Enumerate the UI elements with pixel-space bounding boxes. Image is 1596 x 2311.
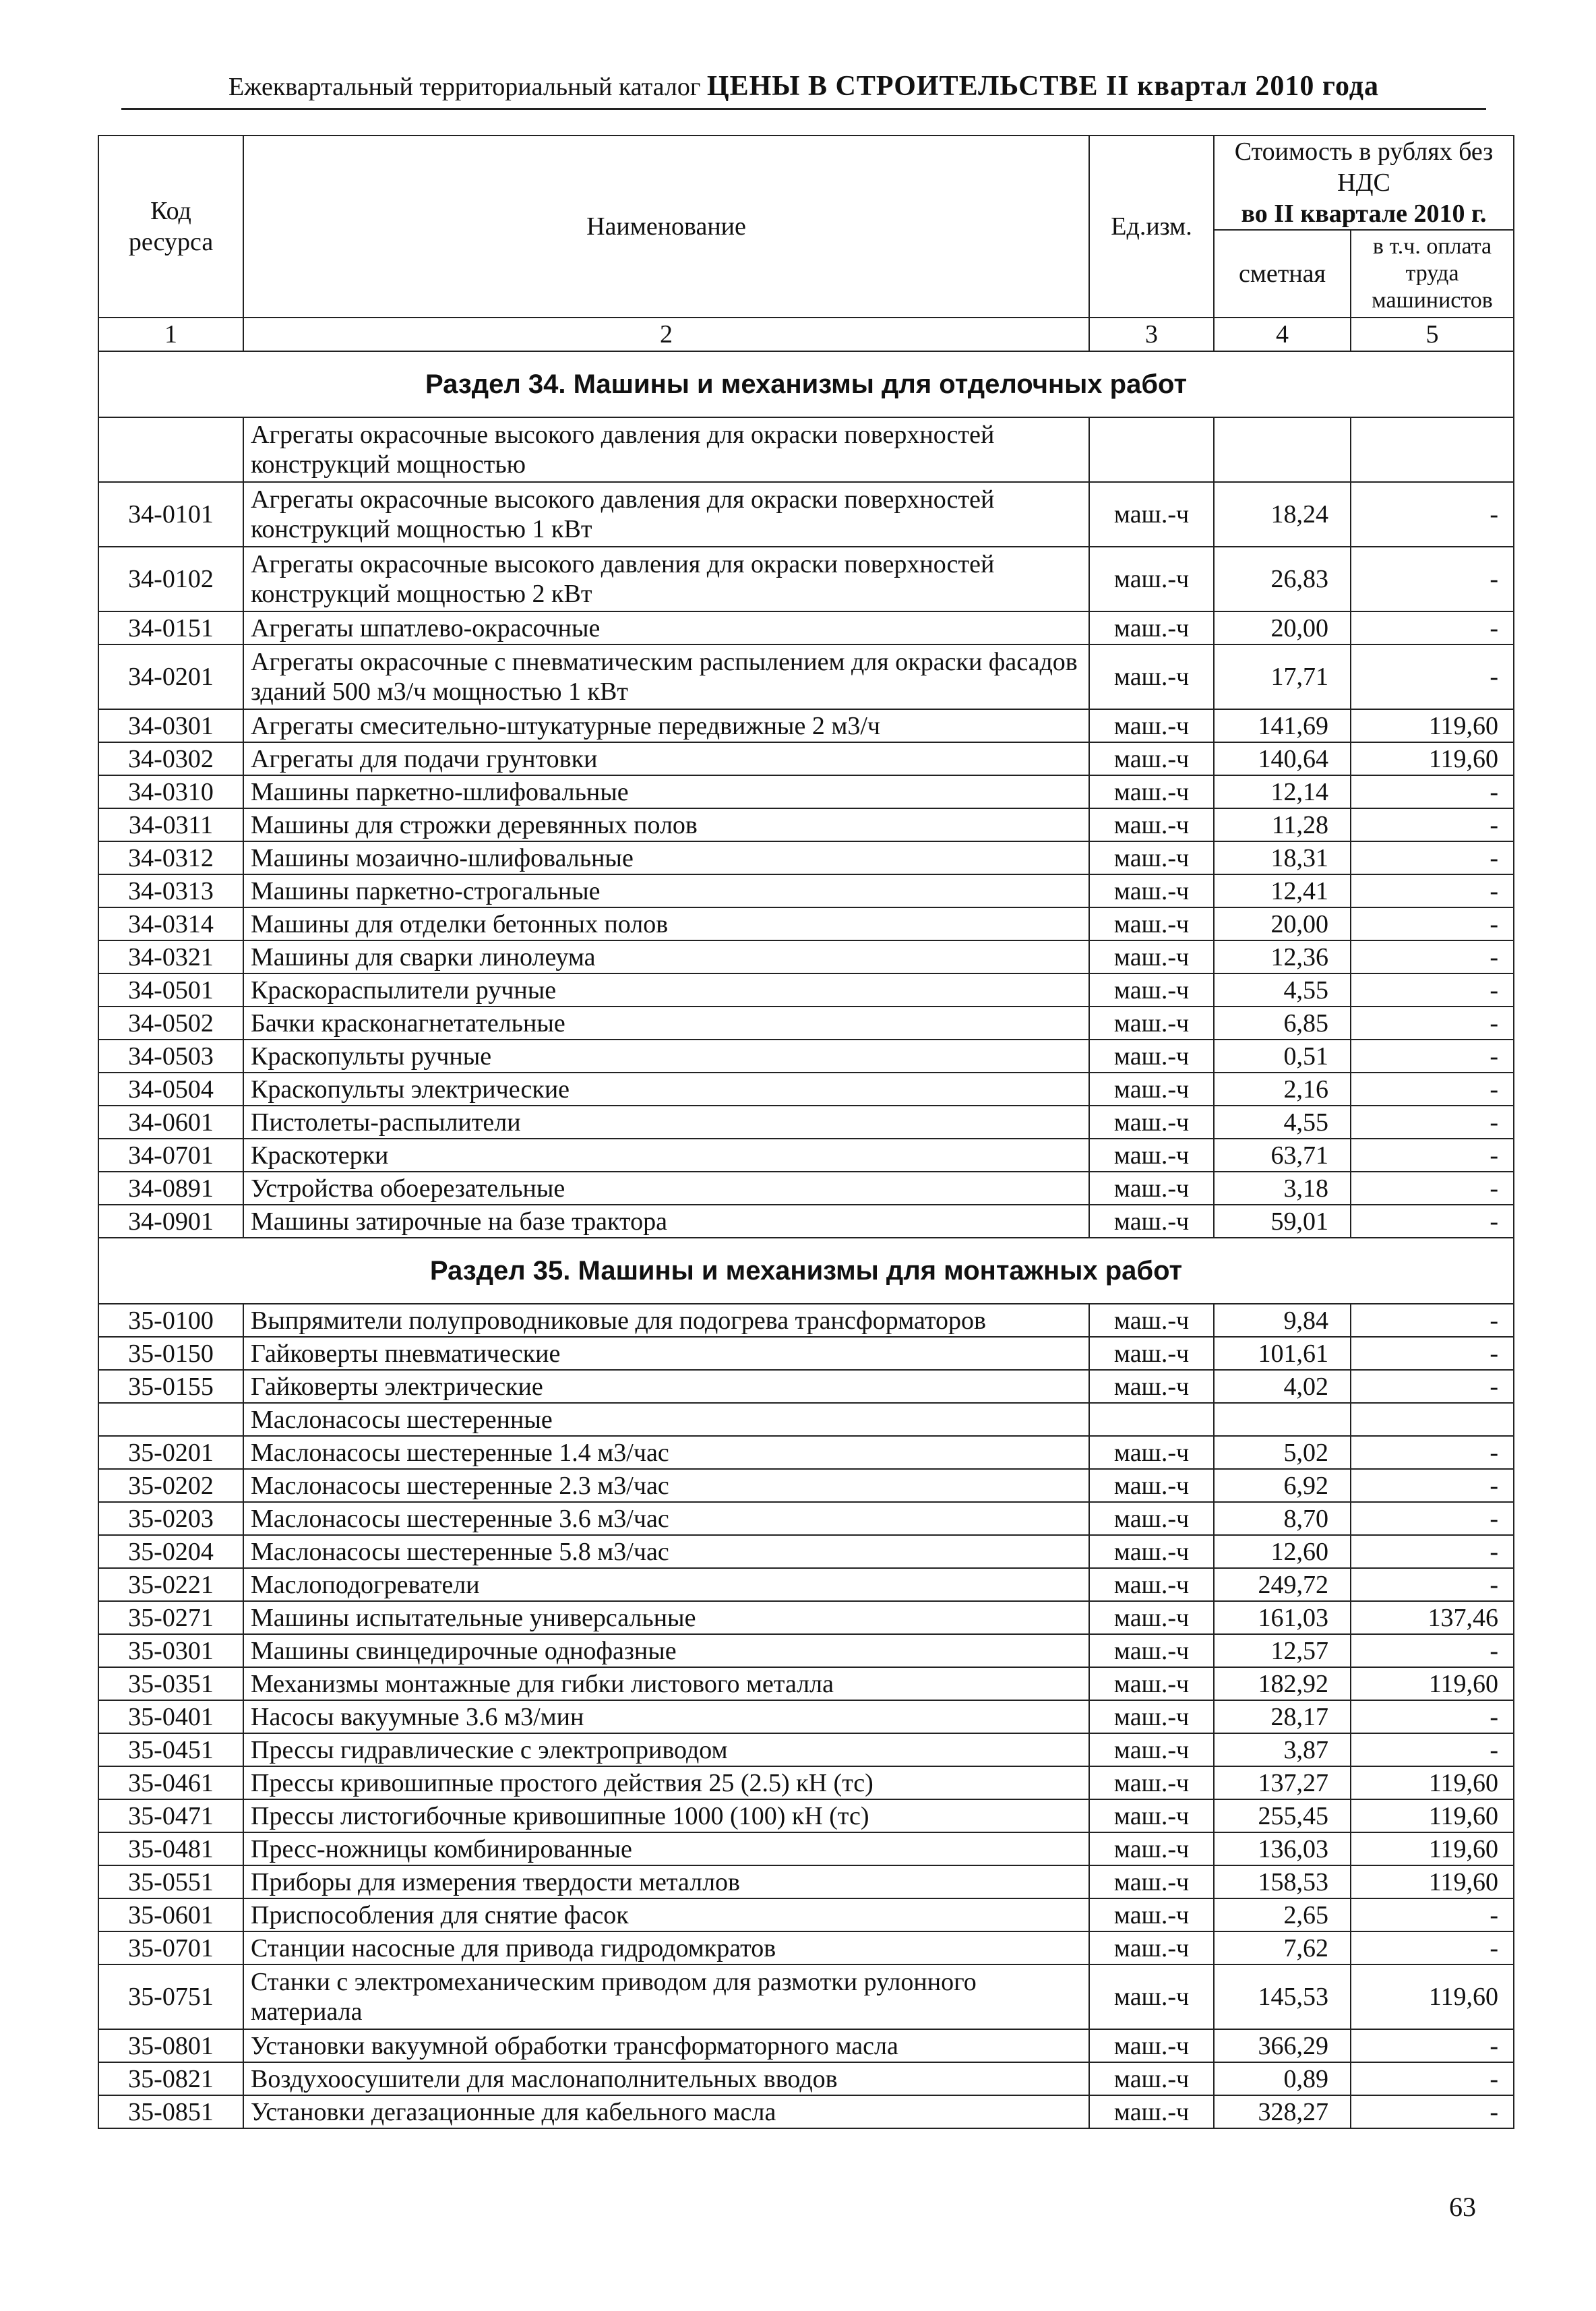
unit-of-measure: маш.-ч [1089, 874, 1214, 907]
resource-code: 35-0851 [98, 2095, 243, 2128]
table-row [98, 611, 1514, 644]
table-row [98, 547, 1514, 611]
unit-of-measure: маш.-ч [1089, 1535, 1214, 1568]
unit-of-measure: маш.-ч [1089, 1436, 1214, 1469]
operator-labor-cost: - [1351, 1568, 1514, 1601]
table-row [98, 1007, 1514, 1040]
resource-code: 34-0302 [98, 742, 243, 775]
unit-of-measure: маш.-ч [1089, 482, 1214, 547]
operator-labor-cost: - [1351, 611, 1514, 644]
operator-labor-cost [1351, 1403, 1514, 1436]
resource-name: Машины свинцедирочные однофазные [243, 1634, 1089, 1667]
table-row [98, 1898, 1514, 1931]
table-row [98, 1106, 1514, 1139]
resource-name: Машины для строжки деревянных полов [243, 808, 1089, 841]
table-row [98, 1601, 1514, 1634]
unit-of-measure: маш.-ч [1089, 808, 1214, 841]
resource-code: 35-0204 [98, 1535, 243, 1568]
table-row [98, 940, 1514, 973]
estimated-cost: 17,71 [1214, 644, 1351, 709]
operator-labor-cost: - [1351, 1535, 1514, 1568]
resource-code: 34-0501 [98, 973, 243, 1007]
running-header [121, 70, 1486, 110]
unit-of-measure: маш.-ч [1089, 644, 1214, 709]
unit-of-measure: маш.-ч [1089, 907, 1214, 940]
operator-labor-cost: - [1351, 1172, 1514, 1205]
catalog-title: ЦЕНЫ В СТРОИТЕЛЬСТВЕ II квартал 2010 года [706, 71, 1379, 102]
table-row [98, 1733, 1514, 1766]
unit-of-measure: маш.-ч [1089, 1568, 1214, 1601]
table-row [98, 1337, 1514, 1370]
resource-code: 35-0821 [98, 2062, 243, 2095]
resource-name: Прессы кривошипные простого действия 25 (2.5) кН (тс) [243, 1766, 1089, 1799]
unit-of-measure: маш.-ч [1089, 1502, 1214, 1535]
estimated-cost: 145,53 [1214, 1964, 1351, 2029]
resource-code: 35-0551 [98, 1865, 243, 1898]
resource-code: 35-0461 [98, 1766, 243, 1799]
operator-labor-cost: - [1351, 1436, 1514, 1469]
unit-of-measure: маш.-ч [1089, 1733, 1214, 1766]
unit-of-measure: маш.-ч [1089, 2029, 1214, 2062]
table-row [98, 1073, 1514, 1106]
section-row [98, 1238, 1514, 1304]
resource-name: Агрегаты смесительно-штукатурные передвижные 2 м3/ч [243, 709, 1089, 742]
resource-code: 35-0471 [98, 1799, 243, 1832]
operator-labor-cost: - [1351, 907, 1514, 940]
operator-labor-cost: - [1351, 1634, 1514, 1667]
unit-of-measure: маш.-ч [1089, 1304, 1214, 1337]
resource-code: 35-0701 [98, 1931, 243, 1964]
resource-code: 34-0102 [98, 547, 243, 611]
operator-labor-cost: - [1351, 874, 1514, 907]
estimated-cost: 255,45 [1214, 1799, 1351, 1832]
resource-code: 34-0301 [98, 709, 243, 742]
estimated-cost: 2,16 [1214, 1073, 1351, 1106]
unit-of-measure: маш.-ч [1089, 742, 1214, 775]
table-row [98, 1502, 1514, 1535]
resource-code: 34-0310 [98, 775, 243, 808]
table-row [98, 1040, 1514, 1073]
resource-name: Краскопульты электрические [243, 1073, 1089, 1106]
resource-name: Краскопульты ручные [243, 1040, 1089, 1073]
operator-labor-cost: 119,60 [1351, 742, 1514, 775]
estimated-cost: 7,62 [1214, 1931, 1351, 1964]
resource-code: 35-0401 [98, 1700, 243, 1733]
unit-of-measure: маш.-ч [1089, 1931, 1214, 1964]
resource-code: 34-0201 [98, 644, 243, 709]
unit-of-measure: маш.-ч [1089, 1205, 1214, 1238]
operator-labor-cost: - [1351, 841, 1514, 874]
col-number: 2 [243, 318, 1089, 351]
table-row [98, 1403, 1514, 1436]
resource-code: 34-0311 [98, 808, 243, 841]
resource-name: Выпрямители полупроводниковые для подогрева трансформаторов [243, 1304, 1089, 1337]
operator-labor-cost: - [1351, 1469, 1514, 1502]
resource-name: Прессы гидравлические с электроприводом [243, 1733, 1089, 1766]
table-row [98, 1568, 1514, 1601]
unit-of-measure: маш.-ч [1089, 1865, 1214, 1898]
table-row [98, 742, 1514, 775]
table-row [98, 1436, 1514, 1469]
estimated-cost: 63,71 [1214, 1139, 1351, 1172]
unit-of-measure: маш.-ч [1089, 940, 1214, 973]
table-row [98, 1304, 1514, 1337]
estimated-cost: 136,03 [1214, 1832, 1351, 1865]
resource-code: 34-0312 [98, 841, 243, 874]
estimated-cost: 26,83 [1214, 547, 1351, 611]
table-row [98, 1205, 1514, 1238]
resource-code: 35-0100 [98, 1304, 243, 1337]
resource-name: Станки с электромеханическим приводом для размотки рулонного материала [243, 1964, 1089, 2029]
resource-name: Устройства обоерезательные [243, 1172, 1089, 1205]
unit-of-measure: маш.-ч [1089, 1337, 1214, 1370]
resource-code: 34-0504 [98, 1073, 243, 1106]
unit-of-measure: маш.-ч [1089, 1766, 1214, 1799]
table-row [98, 644, 1514, 709]
operator-labor-cost: 119,60 [1351, 709, 1514, 742]
estimated-cost: 158,53 [1214, 1865, 1351, 1898]
estimated-cost: 137,27 [1214, 1766, 1351, 1799]
table-row [98, 2062, 1514, 2095]
resource-name: Машины затирочные на базе трактора [243, 1205, 1089, 1238]
unit-of-measure: маш.-ч [1089, 1007, 1214, 1040]
resource-code: 35-0801 [98, 2029, 243, 2062]
estimated-cost: 11,28 [1214, 808, 1351, 841]
col-estimated-header: сметная [1214, 230, 1351, 318]
resource-name: Агрегаты окрасочные с пневматическим распылением для окраски фасадов зданий 500 м3/ч мощностью 1 кВт [243, 644, 1089, 709]
table-row [98, 1766, 1514, 1799]
resource-name: Бачки красконагнетательные [243, 1007, 1089, 1040]
col-number: 5 [1351, 318, 1514, 351]
unit-of-measure: маш.-ч [1089, 611, 1214, 644]
resource-code: 34-0314 [98, 907, 243, 940]
estimated-cost: 140,64 [1214, 742, 1351, 775]
estimated-cost: 161,03 [1214, 1601, 1351, 1634]
resource-name: Агрегаты окрасочные высокого давления для окраски поверхностей конструкций мощностью 2 кВт [243, 547, 1089, 611]
unit-of-measure: маш.-ч [1089, 2095, 1214, 2128]
estimated-cost: 12,36 [1214, 940, 1351, 973]
operator-labor-cost: 119,60 [1351, 1964, 1514, 2029]
resource-code: 35-0150 [98, 1337, 243, 1370]
resource-code: 34-0901 [98, 1205, 243, 1238]
table-row [98, 1832, 1514, 1865]
resource-code: 35-0451 [98, 1733, 243, 1766]
col-name-header: Наименование [243, 136, 1089, 318]
estimated-cost [1214, 1403, 1351, 1436]
unit-of-measure: маш.-ч [1089, 1700, 1214, 1733]
col-number: 1 [98, 318, 243, 351]
table-row [98, 907, 1514, 940]
resource-code: 35-0221 [98, 1568, 243, 1601]
estimated-cost: 0,89 [1214, 2062, 1351, 2095]
resource-name: Приборы для измерения твердости металлов [243, 1865, 1089, 1898]
estimated-cost: 8,70 [1214, 1502, 1351, 1535]
estimated-cost: 0,51 [1214, 1040, 1351, 1073]
unit-of-measure: маш.-ч [1089, 547, 1214, 611]
resource-name: Пистолеты-распылители [243, 1106, 1089, 1139]
table-row [98, 1535, 1514, 1568]
estimated-cost: 4,55 [1214, 973, 1351, 1007]
unit-of-measure: маш.-ч [1089, 1073, 1214, 1106]
resource-code: 35-0155 [98, 1370, 243, 1403]
resource-name: Машины паркетно-строгальные [243, 874, 1089, 907]
operator-labor-cost: - [1351, 808, 1514, 841]
estimated-cost [1214, 417, 1351, 482]
resource-name: Пресс-ножницы комбинированные [243, 1832, 1089, 1865]
operator-labor-cost: - [1351, 973, 1514, 1007]
unit-of-measure: маш.-ч [1089, 1667, 1214, 1700]
operator-labor-cost: 119,60 [1351, 1832, 1514, 1865]
operator-labor-cost: - [1351, 644, 1514, 709]
unit-of-measure [1089, 417, 1214, 482]
resource-name: Машины для сварки линолеума [243, 940, 1089, 973]
table-row [98, 1139, 1514, 1172]
resource-name: Воздухоосушители для маслонаполнительных вводов [243, 2062, 1089, 2095]
estimated-cost: 9,84 [1214, 1304, 1351, 1337]
col-number: 3 [1089, 318, 1214, 351]
resource-name: Краскораспылители ручные [243, 973, 1089, 1007]
table-row [98, 417, 1514, 482]
estimated-cost: 182,92 [1214, 1667, 1351, 1700]
resource-name: Установки дегазационные для кабельного масла [243, 2095, 1089, 2128]
operator-labor-cost [1351, 417, 1514, 482]
resource-name: Установки вакуумной обработки трансформаторного масла [243, 2029, 1089, 2062]
operator-labor-cost: - [1351, 1304, 1514, 1337]
unit-of-measure: маш.-ч [1089, 1601, 1214, 1634]
unit-of-measure: маш.-ч [1089, 2062, 1214, 2095]
page-number: 63 [1449, 2192, 1476, 2222]
section-row [98, 351, 1514, 417]
col-number: 4 [1214, 318, 1351, 351]
table-row [98, 808, 1514, 841]
estimated-cost: 366,29 [1214, 2029, 1351, 2062]
table-row [98, 841, 1514, 874]
operator-labor-cost: 137,46 [1351, 1601, 1514, 1634]
estimated-cost: 4,02 [1214, 1370, 1351, 1403]
resource-code: 35-0351 [98, 1667, 243, 1700]
table-row [98, 482, 1514, 547]
resource-code: 34-0701 [98, 1139, 243, 1172]
operator-labor-cost: - [1351, 1898, 1514, 1931]
table-body [98, 351, 1514, 2128]
operator-labor-cost: - [1351, 1139, 1514, 1172]
col-unit-header: Ед.изм. [1089, 136, 1214, 318]
table-row [98, 1172, 1514, 1205]
section-title: Раздел 35. Машины и механизмы для монтажных работ [98, 1238, 1514, 1304]
estimated-cost: 59,01 [1214, 1205, 1351, 1238]
resource-code: 35-0271 [98, 1601, 243, 1634]
unit-of-measure: маш.-ч [1089, 1370, 1214, 1403]
resource-code: 35-0301 [98, 1634, 243, 1667]
estimated-cost: 12,60 [1214, 1535, 1351, 1568]
resource-name: Прессы листогибочные кривошипные 1000 (100) кН (тс) [243, 1799, 1089, 1832]
cost-group-label: Стоимость в рублях без НДС [1234, 138, 1494, 197]
resource-code: 35-0751 [98, 1964, 243, 2029]
estimated-cost: 6,85 [1214, 1007, 1351, 1040]
operator-labor-cost: - [1351, 1700, 1514, 1733]
resource-name: Машины мозаично-шлифовальные [243, 841, 1089, 874]
operator-labor-cost: - [1351, 940, 1514, 973]
unit-of-measure [1089, 1403, 1214, 1436]
unit-of-measure: маш.-ч [1089, 1832, 1214, 1865]
table-row [98, 1370, 1514, 1403]
estimated-cost: 3,18 [1214, 1172, 1351, 1205]
estimated-cost: 20,00 [1214, 611, 1351, 644]
table-row [98, 1799, 1514, 1832]
resource-name: Приспособления для снятие фасок [243, 1898, 1089, 1931]
estimated-cost: 4,55 [1214, 1106, 1351, 1139]
resource-name: Краскотерки [243, 1139, 1089, 1172]
operator-labor-cost: - [1351, 1931, 1514, 1964]
operator-labor-cost: - [1351, 2029, 1514, 2062]
operator-labor-cost: - [1351, 1370, 1514, 1403]
catalog-prefix: Ежеквартальный территориальный каталог [228, 73, 701, 101]
unit-of-measure: маш.-ч [1089, 1799, 1214, 1832]
unit-of-measure: маш.-ч [1089, 973, 1214, 1007]
table-row [98, 1931, 1514, 1964]
table-row [98, 1964, 1514, 2029]
unit-of-measure: маш.-ч [1089, 775, 1214, 808]
table-row [98, 1469, 1514, 1502]
operator-labor-cost: - [1351, 482, 1514, 547]
unit-of-measure: маш.-ч [1089, 1898, 1214, 1931]
estimated-cost: 20,00 [1214, 907, 1351, 940]
table-row [98, 973, 1514, 1007]
resource-code: 34-0313 [98, 874, 243, 907]
table-row [98, 2095, 1514, 2128]
table-row [98, 1667, 1514, 1700]
unit-of-measure: маш.-ч [1089, 1172, 1214, 1205]
unit-of-measure: маш.-ч [1089, 1634, 1214, 1667]
table-row [98, 874, 1514, 907]
col-cost-group-header [1214, 136, 1514, 230]
resource-name: Гайковерты электрические [243, 1370, 1089, 1403]
table-row [98, 1700, 1514, 1733]
col-code-header: Код ресурса [98, 136, 243, 318]
resource-name: Маслонасосы шестеренные [243, 1403, 1089, 1436]
column-numbers-row [98, 318, 1514, 351]
unit-of-measure: маш.-ч [1089, 1106, 1214, 1139]
resource-name: Насосы вакуумные 3.6 м3/мин [243, 1700, 1089, 1733]
operator-labor-cost: 119,60 [1351, 1766, 1514, 1799]
resource-code: 34-0151 [98, 611, 243, 644]
operator-labor-cost: 119,60 [1351, 1865, 1514, 1898]
operator-labor-cost: - [1351, 1205, 1514, 1238]
resource-code [98, 1403, 243, 1436]
table-row [98, 1634, 1514, 1667]
unit-of-measure: маш.-ч [1089, 1040, 1214, 1073]
estimated-cost: 5,02 [1214, 1436, 1351, 1469]
operator-labor-cost: - [1351, 1337, 1514, 1370]
resource-name: Маслонасосы шестеренные 5.8 м3/час [243, 1535, 1089, 1568]
operator-labor-cost: - [1351, 547, 1514, 611]
operator-labor-cost: - [1351, 2062, 1514, 2095]
resource-name: Агрегаты для подачи грунтовки [243, 742, 1089, 775]
estimated-cost: 18,31 [1214, 841, 1351, 874]
estimated-cost: 18,24 [1214, 482, 1351, 547]
resource-code: 35-0601 [98, 1898, 243, 1931]
resource-name: Агрегаты окрасочные высокого давления для окраски поверхностей конструкций мощностью [243, 417, 1089, 482]
estimated-cost: 101,61 [1214, 1337, 1351, 1370]
section-title: Раздел 34. Машины и механизмы для отделочных работ [98, 351, 1514, 417]
operator-labor-cost: 119,60 [1351, 1667, 1514, 1700]
resource-name: Маслоподогреватели [243, 1568, 1089, 1601]
table-row [98, 709, 1514, 742]
operator-labor-cost: - [1351, 1007, 1514, 1040]
resource-code [98, 417, 243, 482]
table-row [98, 1865, 1514, 1898]
resource-name: Машины паркетно-шлифовальные [243, 775, 1089, 808]
estimated-cost: 2,65 [1214, 1898, 1351, 1931]
unit-of-measure: маш.-ч [1089, 1139, 1214, 1172]
resource-code: 34-0321 [98, 940, 243, 973]
price-table [98, 135, 1514, 2129]
resource-name: Маслонасосы шестеренные 2.3 м3/час [243, 1469, 1089, 1502]
resource-name: Гайковерты пневматические [243, 1337, 1089, 1370]
resource-name: Маслонасосы шестеренные 3.6 м3/час [243, 1502, 1089, 1535]
cost-period-label: во II квартале 2010 г. [1241, 200, 1487, 228]
estimated-cost: 6,92 [1214, 1469, 1351, 1502]
resource-code: 34-0503 [98, 1040, 243, 1073]
estimated-cost: 12,57 [1214, 1634, 1351, 1667]
operator-labor-cost: - [1351, 1073, 1514, 1106]
estimated-cost: 12,41 [1214, 874, 1351, 907]
resource-name: Станции насосные для привода гидродомкратов [243, 1931, 1089, 1964]
col-labor-header: в т.ч. оплата труда машинистов [1351, 230, 1514, 318]
resource-code: 35-0202 [98, 1469, 243, 1502]
resource-code: 34-0891 [98, 1172, 243, 1205]
table-header [98, 136, 1514, 351]
resource-name: Агрегаты шпатлево-окрасочные [243, 611, 1089, 644]
estimated-cost: 12,14 [1214, 775, 1351, 808]
operator-labor-cost: 119,60 [1351, 1799, 1514, 1832]
resource-code: 35-0201 [98, 1436, 243, 1469]
resource-code: 35-0481 [98, 1832, 243, 1865]
operator-labor-cost: - [1351, 775, 1514, 808]
resource-code: 34-0101 [98, 482, 243, 547]
estimated-cost: 141,69 [1214, 709, 1351, 742]
table-row [98, 2029, 1514, 2062]
estimated-cost: 28,17 [1214, 1700, 1351, 1733]
unit-of-measure: маш.-ч [1089, 841, 1214, 874]
operator-labor-cost: - [1351, 1733, 1514, 1766]
operator-labor-cost: - [1351, 1040, 1514, 1073]
estimated-cost: 328,27 [1214, 2095, 1351, 2128]
resource-code: 34-0601 [98, 1106, 243, 1139]
unit-of-measure: маш.-ч [1089, 709, 1214, 742]
resource-name: Агрегаты окрасочные высокого давления для окраски поверхностей конструкций мощностью 1 кВт [243, 482, 1089, 547]
operator-labor-cost: - [1351, 1106, 1514, 1139]
operator-labor-cost: - [1351, 2095, 1514, 2128]
operator-labor-cost: - [1351, 1502, 1514, 1535]
resource-name: Механизмы монтажные для гибки листового металла [243, 1667, 1089, 1700]
estimated-cost: 3,87 [1214, 1733, 1351, 1766]
resource-code: 34-0502 [98, 1007, 243, 1040]
resource-name: Машины испытательные универсальные [243, 1601, 1089, 1634]
resource-code: 35-0203 [98, 1502, 243, 1535]
unit-of-measure: маш.-ч [1089, 1469, 1214, 1502]
resource-name: Маслонасосы шестеренные 1.4 м3/час [243, 1436, 1089, 1469]
estimated-cost: 249,72 [1214, 1568, 1351, 1601]
resource-name: Машины для отделки бетонных полов [243, 907, 1089, 940]
table-row [98, 775, 1514, 808]
unit-of-measure: маш.-ч [1089, 1964, 1214, 2029]
